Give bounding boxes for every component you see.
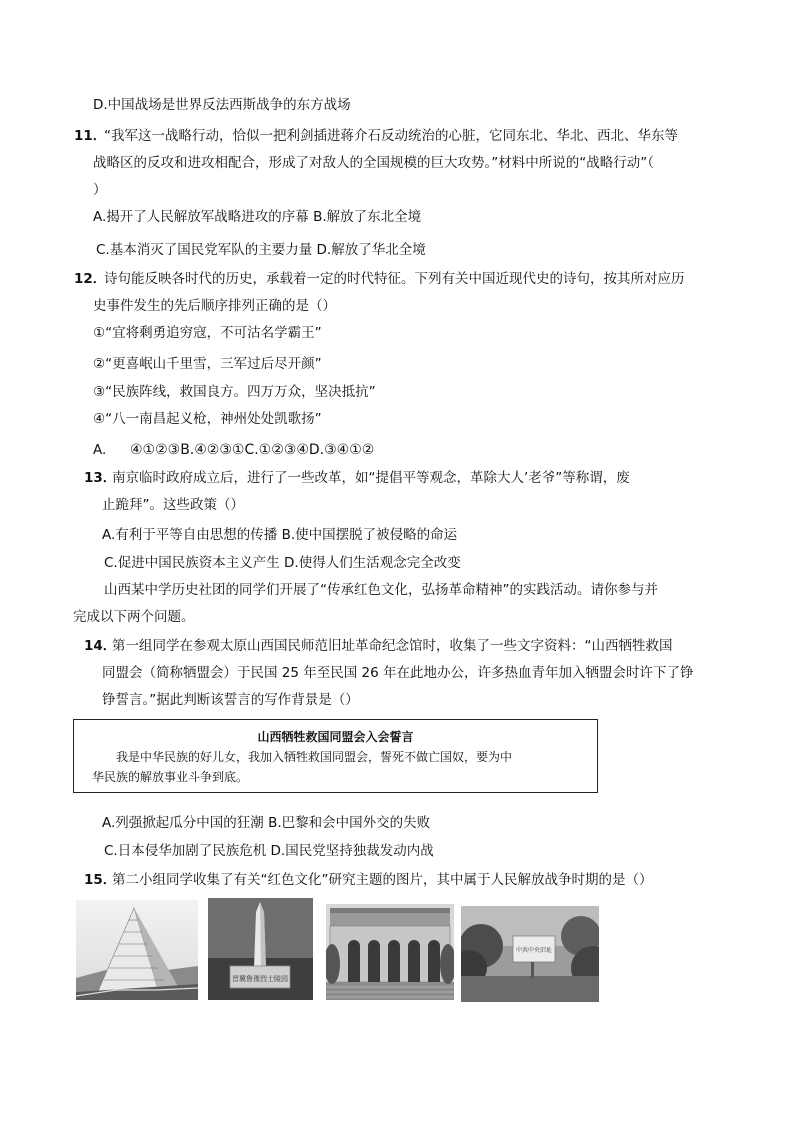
q12-stem-line2: 史事件发生的先后顺序排列正确的是（） xyxy=(93,298,336,314)
q13-options-ab: A.有利于平等自由思想的传播 B.使中国摆脱了被侵略的命运 xyxy=(102,527,458,543)
q11-options-ab: A.揭开了人民解放军战略进攻的序幕 B.解放了东北全境 xyxy=(93,209,422,225)
q15-number: 15． xyxy=(84,872,117,888)
oath-box xyxy=(73,719,598,793)
q13-stem-line2: 止跪拜”。这些政策（） xyxy=(102,497,244,513)
q11-number: 11． xyxy=(74,128,107,144)
q12-number: 12． xyxy=(74,271,107,287)
q12-options: ④①②③B.④②③①C.①②③④D.③④①② xyxy=(130,442,375,458)
oath-title: 山西牺牲救国同盟会入会誓言 xyxy=(257,730,414,744)
q12-stem-line1: 诗句能反映各时代的历史，承载着一定的时代特征。下列有关中国近现代史的诗句，按其所对应历 xyxy=(104,271,685,287)
intro-line2: 完成以下两个问题。 xyxy=(73,609,195,625)
oath-line1: 我是中华民族的好儿女，我加入牺牲救国同盟会，誓死不做亡国奴，要为中 xyxy=(116,750,513,764)
q11-stem-line1: “我军这一战略行动，恰似一把利剑插进蒋介石反动统治的心脏，它同东北、华北、西北、华东等 xyxy=(104,128,678,144)
q14-stem-line2: 同盟会（简称牺盟会）于民国 25 年至民国 26 年在此地办公，许多热血青年加入牺盟会时许下了铮 xyxy=(102,665,694,681)
q13-number: 13． xyxy=(84,470,117,486)
q13-stem-line1: 南京临时政府成立后，进行了一些改革，如“提倡平等观念，革除大人’老爷”等称谓，废 xyxy=(112,470,630,486)
q14-options-ab: A.列强掀起瓜分中国的狂潮 B.巴黎和会中国外交的失败 xyxy=(102,815,431,831)
q15-stem: 第二小组同学收集了有关“红色文化”研究主题的图片，其中属于人民解放战争时期的是（） xyxy=(112,872,653,888)
photo-pyramid-monument xyxy=(76,900,198,1000)
sign-text: 中共中央旧址 xyxy=(515,947,553,954)
photo-site-sign xyxy=(461,906,599,1002)
q12-item-3: ③“民族阵线，救国良方。四万万众，坚决抵抗” xyxy=(93,384,376,400)
oath-line2: 华民族的解放事业斗争到底。 xyxy=(92,770,249,784)
intro-line1: 山西某中学历史社团的同学们开展了“传承红色文化，弘扬革命精神”的实践活动。请你参与并 xyxy=(104,582,658,598)
q12-item-4: ④“八一南昌起义枪，神州处处凯歌扬” xyxy=(93,411,322,427)
q10-option-d: D.中国战场是世界反法西斯战争的东方战场 xyxy=(93,97,351,113)
q13-options-cd: C.促进中国民族资本主义产生 D.使得人们生活观念完全改变 xyxy=(104,555,461,571)
photo-obelisk-monument xyxy=(208,898,313,1000)
q14-stem-line3: 铮誓言。”据此判断该誓言的写作背景是（） xyxy=(102,692,359,708)
q12-item-1: ①“宜将剩勇追穷寇，不可沽名学霸王” xyxy=(93,325,322,341)
q14-number: 14． xyxy=(84,638,117,654)
q12-item-2: ②“更喜岷山千里雪，三军过后尽开颜” xyxy=(93,356,322,372)
q11-stem-line2: 战略区的反攻和进攻相配合，形成了对敌人的全国规模的巨大攻势。”材料中所说的“战略行动”（ xyxy=(93,155,654,171)
photo-memorial-hall xyxy=(326,904,454,1000)
q14-options-cd: C.日本侵华加剧了民族危机 D.国民党坚持独裁发动内战 xyxy=(104,843,434,859)
q11-stem-line3: ） xyxy=(93,182,107,198)
q12-option-a-label: A. xyxy=(93,442,107,458)
q11-options-cd: C.基本消灭了国民党军队的主要力量 D.解放了华北全境 xyxy=(96,242,426,258)
q14-stem-line1: 第一组同学在参观太原山西国民师范旧址革命纪念馆时，收集了一些文字资料：“山西牺牲救国 xyxy=(112,638,673,654)
plaque-text: 晋冀鲁豫烈士陵园 xyxy=(232,975,288,983)
